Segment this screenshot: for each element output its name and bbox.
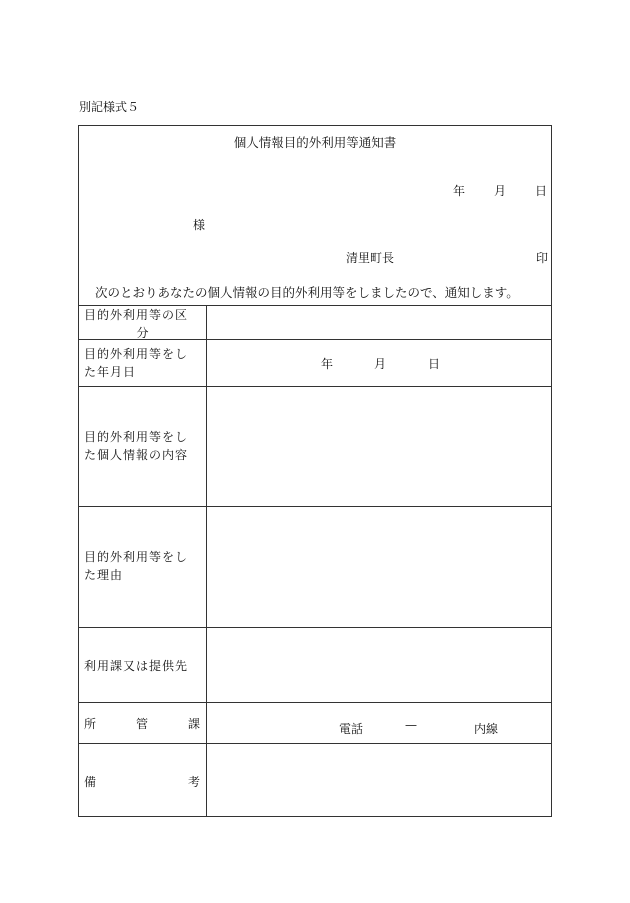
reason-label-line1: 目的外利用等をし [84,550,189,564]
category-value-cell[interactable] [207,306,552,339]
remarks-label-char: 備 [84,775,97,789]
content-label-line2: た個人情報の内容 [84,448,189,462]
reason-value-cell[interactable] [207,507,552,627]
date-row-day: 日 [428,357,441,371]
remarks-row-label [84,773,200,790]
date-label-line2: た年月日 [84,365,137,379]
date-day-label: 日 [535,184,548,198]
date-month-label: 月 [494,184,507,198]
provider-row-label: 利用課又は提供先 [84,659,189,673]
date-row-year: 年 [321,357,334,371]
department-label-char: 課 [187,717,200,731]
row-divider [78,702,552,703]
recipient-honorific: 様 [193,218,206,232]
content-row-label [84,428,202,464]
date-label-line1: 目的外利用等をし [84,347,189,361]
seal-mark: 印 [536,251,549,265]
remarks-label-char: 考 [187,775,200,789]
department-label-char: 管 [135,717,148,731]
form-number-label: 別記様式５ [79,100,140,114]
remarks-value-cell[interactable] [207,744,552,817]
content-label-line1: 目的外利用等をし [84,430,189,444]
date-row-month: 月 [374,357,387,371]
content-value-cell[interactable] [207,387,552,506]
extension-label: 内線 [474,722,499,736]
phone-dash: — [405,718,417,732]
reason-row-label [84,548,202,584]
reason-label-line2: た理由 [84,568,124,582]
issuer-name: 清里町長 [346,251,395,265]
provider-value-cell[interactable] [207,628,552,702]
department-row-label [84,715,200,732]
category-label-line2: 分 [136,326,150,340]
category-row-label [84,306,202,342]
category-label-line1: 目的外利用等の区 [84,308,189,322]
date-row-label [84,345,202,381]
notice-sentence: 次のとおりあなたの個人情報の目的外利用等をしましたので、通知します。 [95,285,519,300]
date-year-label: 年 [453,184,466,198]
phone-label: 電話 [339,722,364,736]
form-title: 個人情報目的外利用等通知書 [233,135,397,150]
department-label-char: 所 [84,717,97,731]
